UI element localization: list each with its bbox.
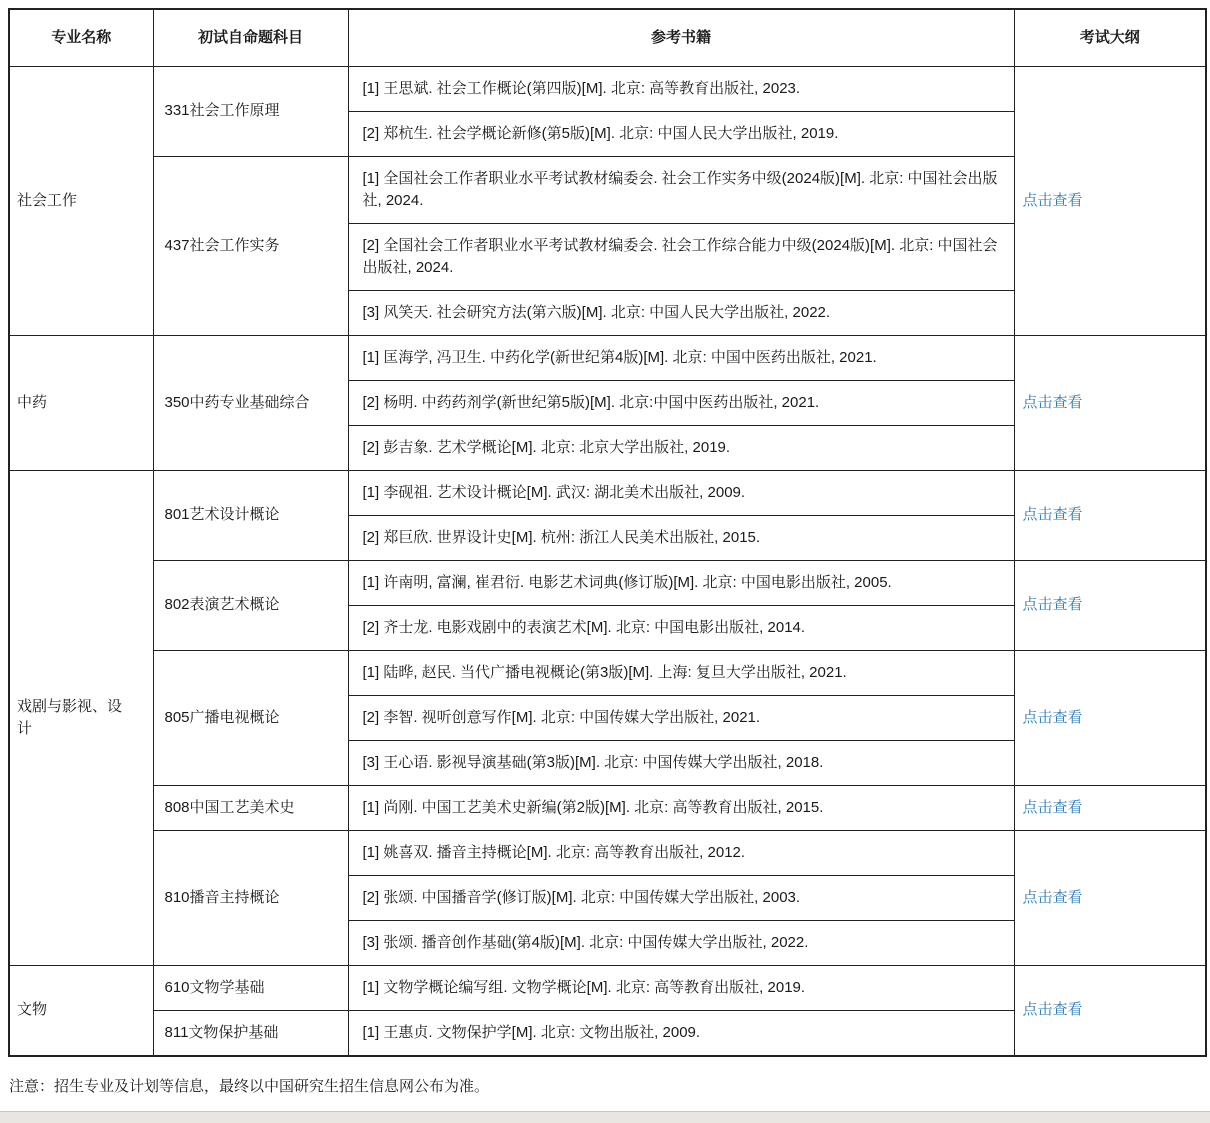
book-reference-cell: [2] 张颂. 中国播音学(修订版)[M]. 北京: 中国传媒大学出版社, 2003.	[348, 875, 1014, 920]
book-reference-cell: [1] 匡海学, 冯卫生. 中药化学(新世纪第4版)[M]. 北京: 中国中医药出版社, 2021.	[348, 335, 1014, 380]
header-major: 专业名称	[9, 9, 153, 66]
table-row	[9, 560, 1206, 605]
book-reference-cell: [1] 王惠贞. 文物保护学[M]. 北京: 文物出版社, 2009.	[348, 1010, 1014, 1056]
header-row	[9, 9, 1206, 66]
subject-cell: 331社会工作原理	[153, 66, 348, 156]
table-body	[9, 66, 1206, 1056]
outline-view-link[interactable]: 点击查看	[1022, 191, 1083, 209]
table-row	[9, 66, 1206, 111]
table-row	[9, 785, 1206, 830]
book-reference-cell: [2] 李智. 视听创意写作[M]. 北京: 中国传媒大学出版社, 2021.	[348, 695, 1014, 740]
header-subject: 初试自命题科目	[153, 9, 348, 66]
major-cell: 戏剧与影视、设计	[9, 470, 153, 965]
book-reference-cell: [1] 许南明, 富澜, 崔君衍. 电影艺术词典(修订版)[M]. 北京: 中国电影出版社, 2005.	[348, 560, 1014, 605]
outline-cell	[1014, 785, 1206, 830]
outline-view-link[interactable]: 点击查看	[1022, 798, 1083, 816]
table-header	[9, 9, 1206, 66]
header-books: 参考书籍	[348, 9, 1014, 66]
reference-table-wrap	[8, 8, 1207, 1057]
table-row	[9, 830, 1206, 875]
book-reference-cell: [2] 杨明. 中药药剂学(新世纪第5版)[M]. 北京:中国中医药出版社, 2021.	[348, 380, 1014, 425]
subject-cell: 802表演艺术概论	[153, 560, 348, 650]
subject-cell: 350中药专业基础综合	[153, 335, 348, 470]
outline-cell	[1014, 66, 1206, 335]
table-row	[9, 965, 1206, 1010]
outline-view-link[interactable]: 点击查看	[1022, 888, 1083, 906]
major-cell: 中药	[9, 335, 153, 470]
outline-cell	[1014, 830, 1206, 965]
book-reference-cell: [2] 郑杭生. 社会学概论新修(第5版)[M]. 北京: 中国人民大学出版社, 2019.	[348, 111, 1014, 156]
outline-view-link[interactable]: 点击查看	[1022, 393, 1083, 411]
bottom-scrollbar[interactable]	[0, 1111, 1210, 1123]
book-reference-cell: [3] 风笑天. 社会研究方法(第六版)[M]. 北京: 中国人民大学出版社, 2022.	[348, 290, 1014, 335]
outline-cell	[1014, 965, 1206, 1056]
book-reference-cell: [1] 陆晔, 赵民. 当代广播电视概论(第3版)[M]. 上海: 复旦大学出版社, 2021.	[348, 650, 1014, 695]
book-reference-cell: [1] 全国社会工作者职业水平考试教材编委会. 社会工作实务中级(2024版)[M]. 北京: 中国社会出版社, 2024.	[348, 156, 1014, 223]
subject-cell: 801艺术设计概论	[153, 470, 348, 560]
note-text: 注意：招生专业及计划等信息，最终以中国研究生招生信息网公布为准。	[9, 1078, 490, 1095]
subject-cell: 811文物保护基础	[153, 1010, 348, 1056]
outline-view-link[interactable]: 点击查看	[1022, 596, 1083, 613]
book-reference-cell: [1] 文物学概论编写组. 文物学概论[M]. 北京: 高等教育出版社, 2019.	[348, 965, 1014, 1010]
outline-cell	[1014, 335, 1206, 470]
subject-cell: 437社会工作实务	[153, 156, 348, 335]
outline-view-link[interactable]: 点击查看	[1022, 506, 1083, 523]
subject-cell: 808中国工艺美术史	[153, 785, 348, 830]
outline-cell	[1014, 470, 1206, 560]
subject-cell: 610文物学基础	[153, 965, 348, 1010]
outline-cell	[1014, 560, 1206, 650]
major-cell: 社会工作	[9, 66, 153, 335]
book-reference-cell: [1] 姚喜双. 播音主持概论[M]. 北京: 高等教育出版社, 2012.	[348, 830, 1014, 875]
book-reference-cell: [2] 齐士龙. 电影戏剧中的表演艺术[M]. 北京: 中国电影出版社, 2014.	[348, 605, 1014, 650]
table-row	[9, 650, 1206, 695]
book-reference-cell: [1] 尚刚. 中国工艺美术史新编(第2版)[M]. 北京: 高等教育出版社, 2015.	[348, 785, 1014, 830]
major-cell: 文物	[9, 965, 153, 1056]
subject-cell: 810播音主持概论	[153, 830, 348, 965]
book-reference-cell: [2] 彭吉象. 艺术学概论[M]. 北京: 北京大学出版社, 2019.	[348, 425, 1014, 470]
outline-cell	[1014, 650, 1206, 785]
outline-view-link[interactable]: 点击查看	[1022, 1001, 1083, 1018]
subject-cell: 805广播电视概论	[153, 650, 348, 785]
book-reference-cell: [2] 全国社会工作者职业水平考试教材编委会. 社会工作综合能力中级(2024版)[M]. 北京: 中国社会出版社, 2024.	[348, 223, 1014, 290]
outline-view-link[interactable]: 点击查看	[1022, 708, 1083, 726]
book-reference-cell: [3] 王心语. 影视导演基础(第3版)[M]. 北京: 中国传媒大学出版社, 2018.	[348, 740, 1014, 785]
book-reference-cell: [2] 郑巨欣. 世界设计史[M]. 杭州: 浙江人民美术出版社, 2015.	[348, 515, 1014, 560]
reference-table	[8, 8, 1207, 1057]
book-reference-cell: [3] 张颂. 播音创作基础(第4版)[M]. 北京: 中国传媒大学出版社, 2022.	[348, 920, 1014, 965]
table-row	[9, 470, 1206, 515]
table-row	[9, 335, 1206, 380]
header-outline: 考试大纲	[1014, 9, 1206, 66]
book-reference-cell: [1] 王思斌. 社会工作概论(第四版)[M]. 北京: 高等教育出版社, 2023.	[348, 66, 1014, 111]
book-reference-cell: [1] 李砚祖. 艺术设计概论[M]. 武汉: 湖北美术出版社, 2009.	[348, 470, 1014, 515]
